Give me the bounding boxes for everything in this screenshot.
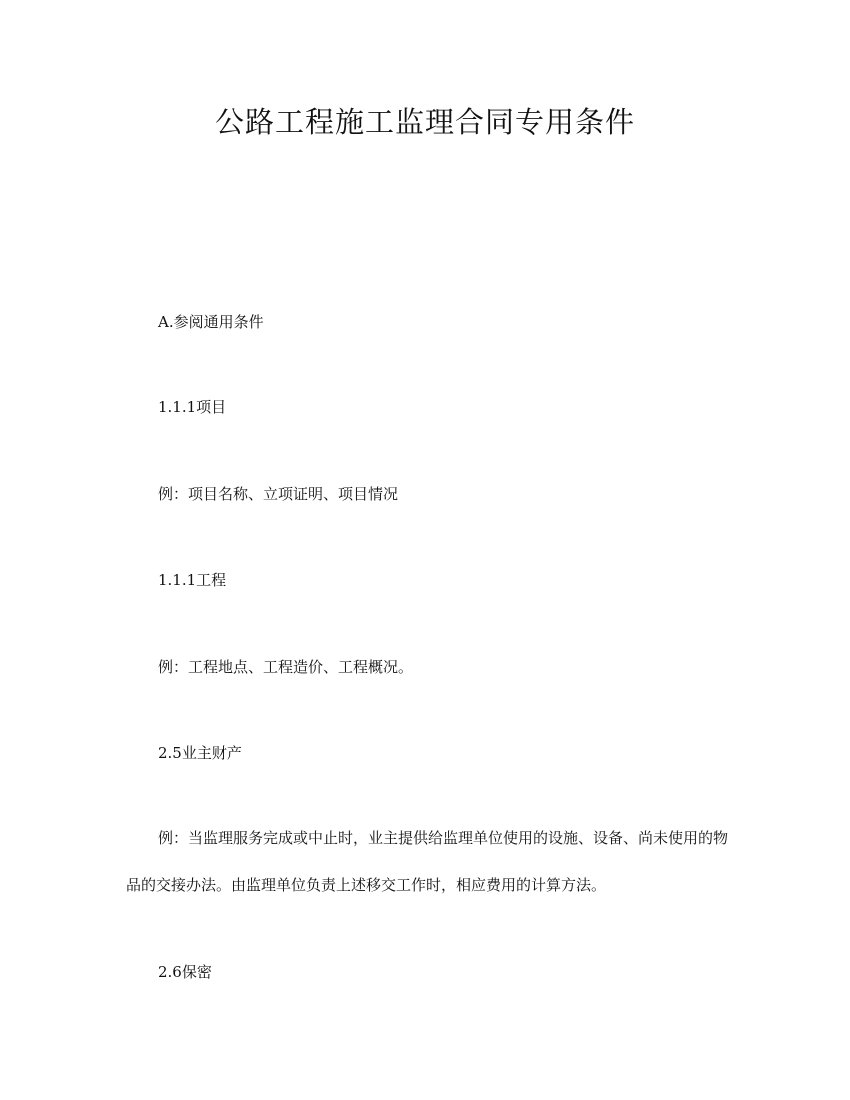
clause-example-employer-property-text: 例：当监理服务完成或中止时，业主提供给监理单位使用的设施、设备、尚未使用的物品的交接办法。由监理单位负责上述移交工作时，相应费用的计算方法。 xyxy=(126,829,729,894)
clause-heading-confidentiality: 2.6保密 xyxy=(158,963,212,981)
section-heading-a: A.参阅通用条件 xyxy=(158,313,264,331)
clause-example-project: 例：项目名称、立项证明、项目情况 xyxy=(158,485,399,503)
clause-example-works: 例：工程地点、工程造价、工程概况。 xyxy=(158,658,414,676)
clause-example-employer-property xyxy=(126,815,736,909)
clause-heading-project: 1.1.1项目 xyxy=(158,398,227,416)
clause-heading-employer-property: 2.5业主财产 xyxy=(158,744,242,762)
page-title: 公路工程施工监理合同专用条件 xyxy=(214,105,635,139)
clause-heading-works: 1.1.1工程 xyxy=(158,571,227,589)
